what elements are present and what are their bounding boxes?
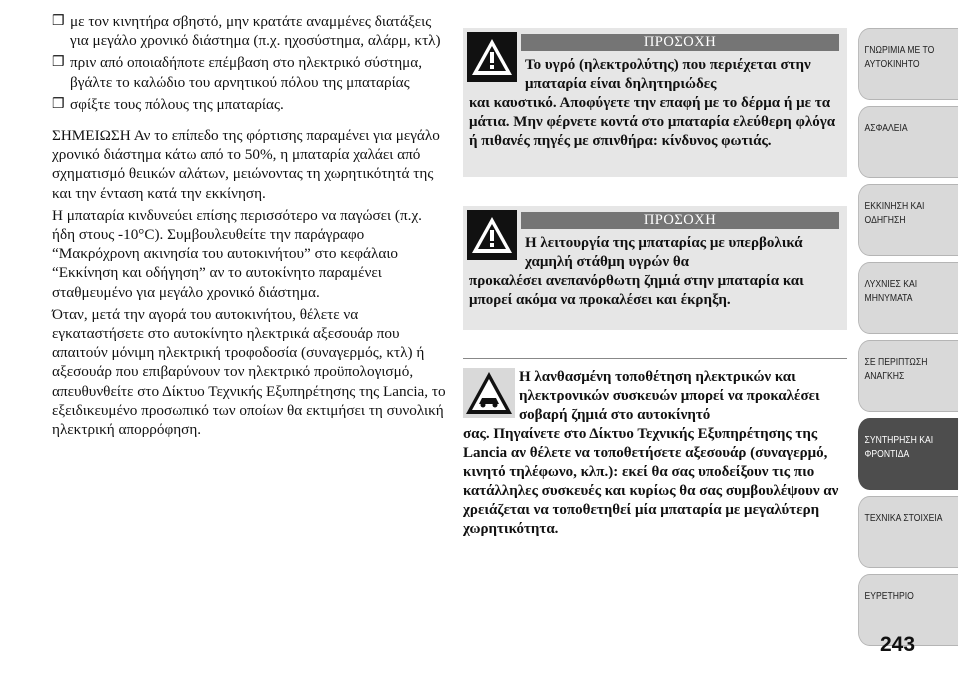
tab-index[interactable]: ΕΥΡΕΤΗΡΙΟ xyxy=(858,574,958,646)
tab-starting-driving[interactable]: ΕΚΚΙΝΗΣΗ ΚΑΙ ΟΔΗΓΗΣΗ xyxy=(858,184,958,256)
tab-getting-to-know[interactable]: ΓΝΩΡΙΜΙΑ ΜΕ ΤΟ ΑΥΤΟΚΙΝΗΤΟ xyxy=(858,28,958,100)
tab-safety[interactable]: ΑΣΦΑΛΕΙΑ xyxy=(858,106,958,178)
main-text-column xyxy=(52,12,447,442)
note-paragraph: ΣΗΜΕΙΩΣΗ Αν το επίπεδο της φόρτισης παραμένει για μεγάλο χρονικό διάστημα κάτω από το 50%, η μπαταρία χαλάει από σχηματισμό θειικών αλάτων, μειώνοντας τη χωρητικότητά της και την ένταση κατά την εκκίνηση. xyxy=(52,127,440,202)
checkbox-bullet-icon: ❒ xyxy=(52,14,65,29)
bullet-item: ❒ πριν από οποιαδήποτε επέμβαση στο ηλεκτρικό σύστημα, βγάλτε το καλώδιο του αρνητικού πόλου της μπαταρίας xyxy=(52,54,423,91)
warning-text: Το υγρό (ηλεκτρολύτης) που περιέχεται στην μπαταρία είναι δηλητηριώδες και καυστικό. Αποφύγετε την επαφή με το δέρμα ή με τα μάτια. Μην φέρνετε κοντά στο μπαταρία ελεύθερη φλόγα ή πιθανές πηγές με σπινθήρα: κίνδυνος φωτιάς. xyxy=(469,57,836,149)
warning-box-electrolyte xyxy=(463,28,847,177)
bullet-item: ❒ σφίξτε τους πόλους της μπαταρίας. xyxy=(52,95,284,113)
warning-text: Η λειτουργία της μπαταρίας με υπερβολικά χαμηλή στάθμη υγρών θα προκαλέσει ανεπανόρθωτη ζημιά στην μπαταρία και μπορεί ακόμα να προκαλέσει και έκρηξη. xyxy=(469,235,804,308)
freeze-paragraph: Η μπαταρία κινδυνεύει επίσης περισσότερο να παγώσει (π.χ. ήδη στους -10°C). Συμβουλευθείτε την παράγραφο “Μακρόχρονη ακινησία του αυτοκινήτου” στο κεφάλαιο “Εκκίνηση και οδήγηση” αν το αυτοκίνητο παραμένει σταθμευμένο για μεγάλο χρονικό διάστημα. xyxy=(52,206,422,301)
page-number: 243 xyxy=(880,633,916,656)
chapter-tabs xyxy=(858,28,960,652)
tab-maintenance[interactable]: ΣΥΝΤΗΡΗΣΗ ΚΑΙ ΦΡΟΝΤΙΔΑ xyxy=(858,418,958,490)
tab-lights-messages[interactable]: ΛΥΧΝΙΕΣ ΚΑΙ ΜΗΝΥΜΑΤΑ xyxy=(858,262,958,334)
car-damage-note: Η λανθασμένη τοποθέτηση ηλεκτρικών και ηλεκτρονικών συσκευών μπορεί να προκαλέσει σοβαρή ζημιά στο αυτοκίνητό σας. Πηγαίνετε στο Δίκτυο Τεχνικής Εξυπηρέτησης της Lancia αν θέλετε να τοποθετήσετε αξεσουάρ (συναγερμό, κινητό τηλέφωνο, κλπ.): εκεί θα σας υποδείξουν τις πιο κατάλληλες συσκευές και κυρίως θα σας συμβουλέψουν αν χρειάζεται να τοποθετηθεί μία μπαταρία με μεγαλύτερη χωρητικότητα. xyxy=(463,369,839,537)
tab-technical-data[interactable]: ΤΕΧΝΙΚΑ ΣΤΟΙΧΕΙΑ xyxy=(858,496,958,568)
warning-box-low-level xyxy=(463,206,847,330)
tab-emergency[interactable]: ΣΕ ΠΕΡΙΠΤΩΣΗ ΑΝΑΓΚΗΣ xyxy=(858,340,958,412)
warning-title: ΠΡΟΣΟΧΗ xyxy=(521,212,839,229)
checkbox-bullet-icon: ❒ xyxy=(52,96,65,112)
warning-title: ΠΡΟΣΟΧΗ xyxy=(521,34,839,51)
car-warning-icon xyxy=(463,368,515,418)
divider xyxy=(463,358,847,359)
bullet-item: ❒ με τον κινητήρα σβηστό, μην κρατάτε αναμμένες διατάξεις για μεγάλο χρονικό διάστημα (π.χ. ηχοσύστημα, αλάρμ, κτλ) xyxy=(52,13,441,50)
checkbox-bullet-icon: ❒ xyxy=(52,55,65,71)
accessories-paragraph: Όταν, μετά την αγορά του αυτοκινήτου, θέλετε να εγκαταστήσετε στο αυτοκίνητο ηλεκτρικά αξεσουάρ που απαιτούν μόνιμη ηλεκτρική τροφοδοσία (συναγερμός, κτλ) ή αξεσουάρ που επιβαρύνουν τον ηλεκτρικό προϋπολογισμό, απευθυνθείτε στο Δίκτυο Τεχνικής Εξυπηρέτησης της Lancia, το εξειδικευμένο προσωπικό των οποίων θα εκτιμήσει τη συνολική ηλεκτρική απορρόφηση. xyxy=(52,305,446,439)
